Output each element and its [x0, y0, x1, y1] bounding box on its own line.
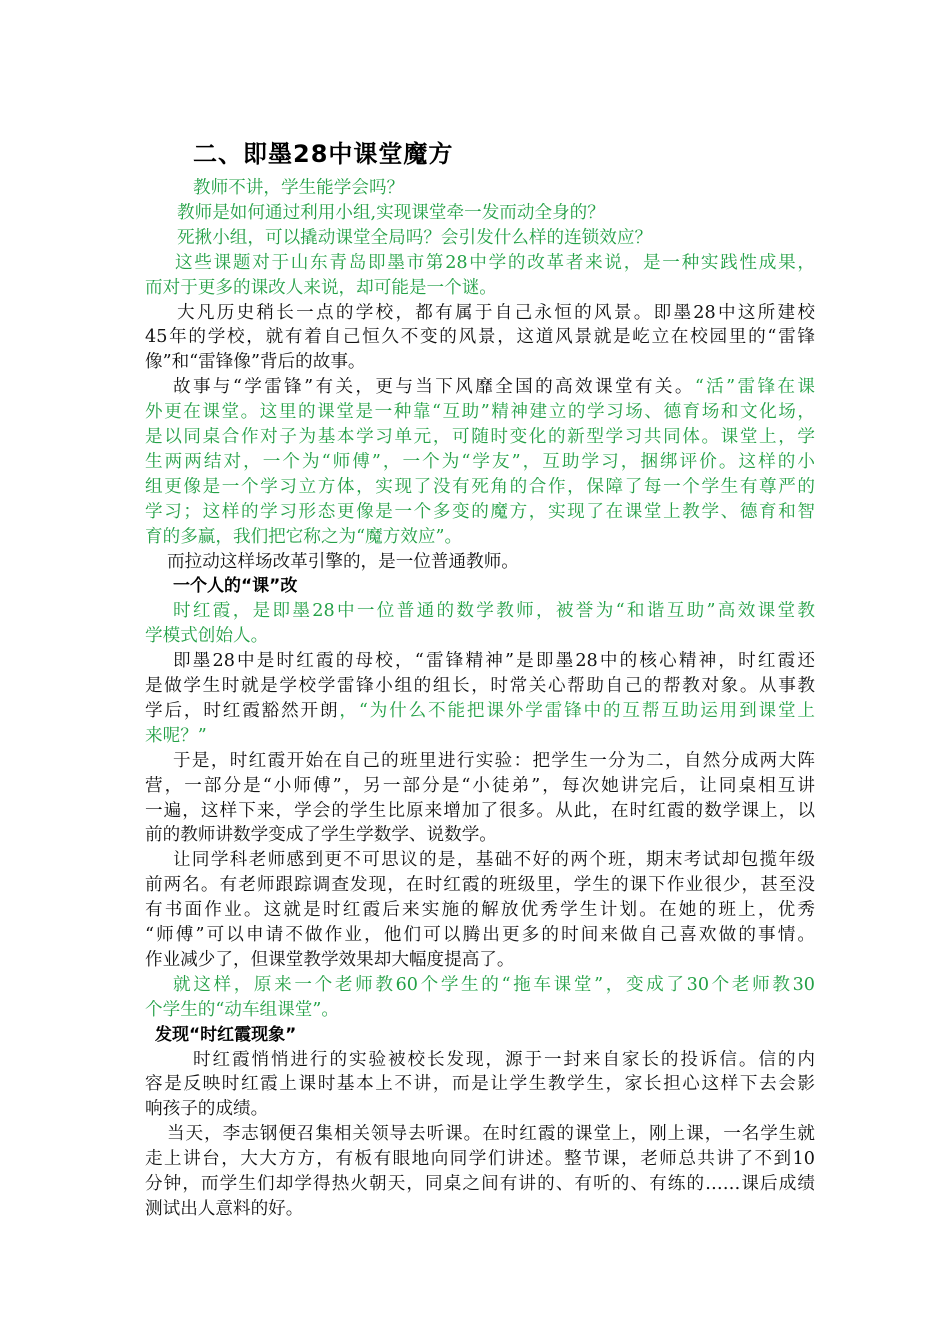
body-line: 教师是如何通过利用小组,实现课堂牵一发而动全身的？: [177, 202, 605, 223]
body-line: 而拉动这样场改革引擎的，是一位普通教师。: [167, 551, 519, 572]
body-line: 外更在课堂。这里的课堂是一种靠“互助”精神建立的学习场、德育场和文化场，: [145, 402, 815, 423]
body-line: 这些课题对于山东青岛即墨市第28中学的改革者来说，是一种实践性成果，: [175, 252, 815, 273]
body-line: 一遍，这样下来，学会的学生比原来增加了很多。从此，在时红霞的数学课上，以: [145, 800, 815, 821]
body-line: 教师不讲，学生能学会吗？: [193, 178, 405, 198]
body-line: 而对于更多的课改人来说，却可能是一个谜。: [145, 277, 497, 298]
body-line: 响孩子的成绩。: [145, 1099, 269, 1120]
section-heading: 发现“时红霞现象”: [155, 1024, 297, 1045]
body-line: 故事与“学雷锋”有关，更与当下风靡全国的高效课堂有关。“活”雷锋在课: [173, 377, 815, 398]
body-line: 学后，时红霞豁然开朗，“为什么不能把课外学雷锋中的互帮互助运用到课堂上: [145, 700, 815, 721]
body-line: 生两两结对，一个为“师傅”，一个为“学友”，互助学习，捆绑评价。这样的小: [145, 451, 815, 472]
body-line: 走上讲台，大大方方，有板有眼地向同学们讲述。整节课，老师总共讲了不到10: [145, 1149, 815, 1170]
body-line: 时红霞悄悄进行的实验被校长发现，源于一封来自家长的投诉信。信的内: [193, 1049, 815, 1070]
body-line: 让同学科老师感到更不可思议的是，基础不好的两个班，期末考试却包揽年级: [173, 850, 815, 871]
body-line: 组更像是一个学习立方体，实现了没有死角的合作，保障了每一个学生有尊严的: [145, 476, 815, 497]
body-line: 有书面作业。这就是时红霞后来实施的解放优秀学生计划。在她的班上，优秀: [145, 900, 815, 921]
body-line: 当天，李志钢便召集相关领导去听课。在时红霞的课堂上，刚上课，一名学生就: [167, 1124, 815, 1145]
body-line: 大凡历史稍长一点的学校，都有属于自己永恒的风景。即墨28中这所建校: [177, 302, 815, 323]
body-line: 即墨28中是时红霞的母校，“雷锋精神”是即墨28中的核心精神，时红霞还: [173, 651, 815, 672]
body-line: “师傅”可以申请不做作业，他们可以腾出更多的时间来做自己喜欢做的事情。: [145, 925, 815, 945]
body-line: 前两名。有老师跟踪调查发现，在时红霞的班级里，学生的课下作业很少，甚至没: [145, 875, 815, 896]
body-line: 营，一部分是“小师傅”，另一部分是“小徒弟”，每次她讲完后，让同桌相互讲: [145, 775, 815, 796]
body-line: 前的教师讲数学变成了学生学数学、说数学。: [145, 825, 497, 846]
body-line: 就这样，原来一个老师教60个学生的“拖车课堂”，变成了30个老师教30: [173, 974, 815, 995]
body-line: 个学生的“动车组课堂”。: [145, 999, 339, 1020]
body-line: 容是反映时红霞上课时基本上不讲，而是让学生教学生，家长担心这样下去会影: [145, 1074, 815, 1095]
body-line: 是做学生时就是学校学雷锋小组的组长，时常关心帮助自己的帮教对象。从事教: [145, 676, 815, 696]
body-line: 学习；这样的学习形态更像是一个多变的魔方，实现了在课堂上教学、德育和智: [145, 501, 815, 522]
body-line: 时红霞，是即墨28中一位普通的数学教师，被誉为“和谐互助”高效课堂教: [173, 601, 815, 622]
page-title: 二、即墨28中课堂魔方: [193, 140, 454, 168]
body-line: 是以同桌合作对子为基本学习单元，可随时变化的新型学习共同体。课堂上，学: [145, 427, 815, 447]
body-line: 死揪小组，可以撬动课堂全局吗？会引发什么样的连锁效应？: [177, 227, 653, 248]
body-line: 分钟，而学生们却学得热火朝天，同桌之间有讲的、有听的、有练的……课后成绩: [145, 1174, 815, 1194]
body-line: 像”和“雷锋像”背后的故事。: [145, 352, 366, 373]
body-line: 于是，时红霞开始在自己的班里进行实验：把学生一分为二，自然分成两大阵: [173, 750, 815, 771]
section-heading: 一个人的“课”改: [173, 576, 298, 597]
body-line: 测试出人意料的好。: [145, 1198, 304, 1219]
body-line: 育的多赢，我们把它称之为“魔方效应”。: [145, 526, 463, 547]
body-line: 作业减少了，但课堂教学效果却大幅度提高了。: [145, 949, 515, 970]
body-line: 来呢？”: [145, 725, 207, 746]
body-line: 学模式创始人。: [145, 626, 269, 647]
body-line: 45年的学校，就有着自己恒久不变的风景，这道风景就是屹立在校园里的“雷锋: [145, 327, 815, 348]
